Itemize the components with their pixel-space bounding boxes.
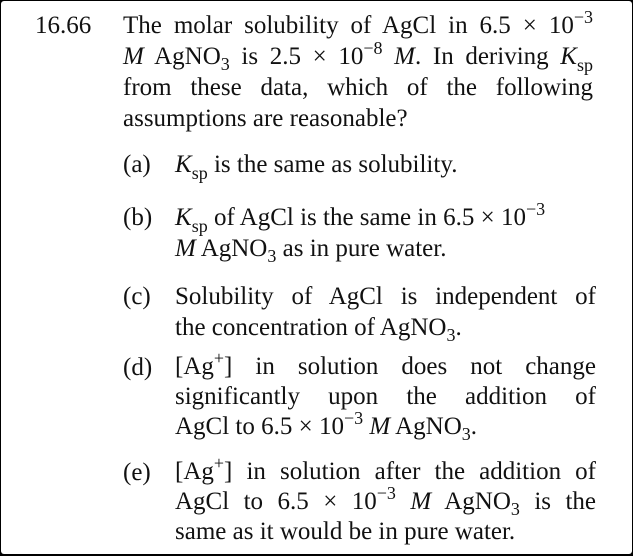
option-d-line-2: significantly upon the addition of (175, 383, 596, 410)
option-e-line-3: same as it would be in pure water. (175, 518, 516, 545)
option-b-line-2: M AgNO$_3$ as in pure water. (175, 235, 447, 266)
question-line-2: M AgNO$_3$ is $2.5 \times 10^{-8}$ M. In deriving $K_{sp}$ (123, 38, 593, 75)
option-c-label: (c) (123, 283, 151, 310)
option-e-line-1: [Ag+] in solution after the addition of (175, 453, 596, 485)
question-line-3: from these data, which of the following (123, 74, 593, 101)
option-e-line-2: AgCl to $6.5 \times 10^{-3}$ M AgNO$_3$ is the (175, 483, 597, 519)
option-d-line-1: [Ag+] in solution does not change (175, 348, 596, 380)
option-d-label: (d) (123, 354, 153, 381)
question-text (123, 7, 593, 134)
option-c-line-1: Solubility of AgCl is independent of (175, 283, 596, 310)
option-a-text: $K_{sp}$ is the same as solubility. (175, 151, 458, 183)
problem-number: 16.66 (35, 12, 92, 39)
option-a-label: (a) (123, 151, 151, 178)
question-line-4: assumptions are reasonable? (123, 105, 408, 132)
question-line-1: The molar solubility of AgCl in $6.5 \times 10^{-3}$ (123, 7, 593, 39)
option-e-label: (e) (123, 459, 151, 486)
option-b-label: (b) (123, 204, 153, 231)
problem-page (1, 1, 632, 554)
option-c-line-2: the concentration of AgNO$_3$. (175, 314, 462, 345)
option-d-line-3: AgCl to $6.5 \times 10^{-3}$ M AgNO$_3$. (175, 408, 478, 444)
option-b-line-1: $K_{sp}$ of AgCl is the same in $6.5 \times 10^{-3}$ (175, 199, 546, 236)
